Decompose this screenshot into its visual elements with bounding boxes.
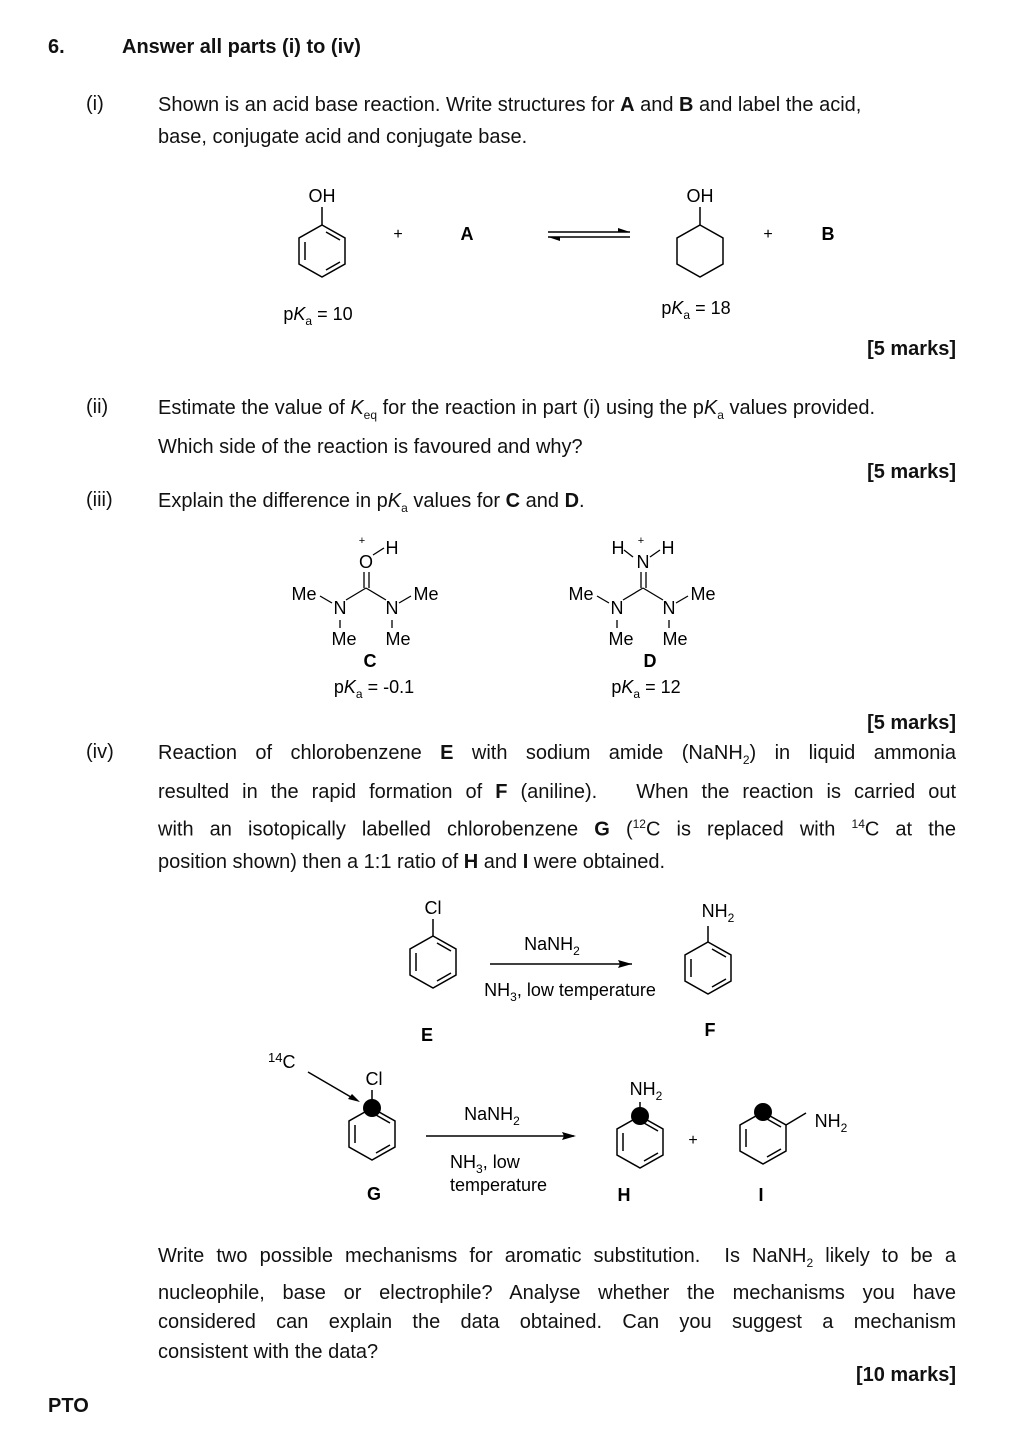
part-i-marks: [5 marks]: [867, 338, 956, 360]
label-f: F: [704, 1020, 716, 1040]
svg-text:Cl: Cl: [424, 898, 442, 918]
svg-text:NH2: $NH_2$: [701, 901, 735, 925]
svg-text:N: N: [385, 598, 399, 618]
part-iv-p2-line4: consistent with the data?: [158, 1340, 379, 1363]
label-i: I: [758, 1185, 764, 1205]
reagent-nanh2: NaNH$_2$: [524, 934, 580, 958]
cyclohexanol-structure: [677, 186, 723, 277]
part-iv-paragraph-1: [158, 737, 956, 878]
part-ii-text: [158, 392, 968, 463]
part-iv-p2-line2: nucleophile, base or electrophile? Analyse whether the mechanisms you have: [158, 1281, 956, 1304]
conditions-line1: $NH_3$, low: [450, 1152, 520, 1176]
part-iii-marks: [5 marks]: [867, 712, 956, 734]
part-ii-line1: Estimate the value of $K_{eq}$ for the reaction in part (i) using the $pK_a$ values provided.: [158, 397, 876, 422]
conditions-nh3-low-temp: $NH_3$, low temperature: [484, 980, 656, 1004]
reagent-nanh2: NaNH$_2$: [464, 1104, 520, 1128]
part-iv-p1-line4: position shown) then a 1:1 ratio of H and I were obtained.: [158, 850, 666, 873]
phenol-oh-label: OH: [308, 186, 336, 206]
question-heading: Answer all parts (i) to (iv): [122, 36, 361, 58]
svg-text:H: H: [611, 538, 625, 558]
svg-text:Me: Me: [385, 629, 411, 649]
svg-text:Me: Me: [331, 629, 357, 649]
label-g: G: [366, 1184, 382, 1204]
svg-text:+: +: [358, 535, 366, 547]
acid-base-scheme: [250, 175, 890, 335]
reagent-a-label: A: [460, 224, 474, 244]
compound-c-label: C: [363, 651, 377, 671]
part-i-line2: base, conjugate acid and conjugate base.: [158, 126, 528, 148]
equilibrium-arrow: [548, 228, 630, 241]
isotope-label: 14C: [268, 1050, 296, 1072]
labelled-carbon-dot: [363, 1099, 381, 1117]
cyclohexanol-oh-label: OH: [686, 186, 714, 206]
part-ii-line2: Which side of the reaction is favoured and why?: [158, 436, 583, 458]
labelled-carbon-dot: [754, 1103, 772, 1121]
label-h: H: [617, 1185, 631, 1205]
svg-text:+: +: [637, 535, 645, 547]
svg-text:NH2: $NH_2$: [814, 1111, 848, 1135]
phenol-structure: [299, 186, 345, 277]
pka-d: $pK_a = 12$: [611, 677, 681, 701]
svg-text:Cl: Cl: [365, 1069, 383, 1089]
svg-text:N: N: [636, 552, 650, 572]
svg-text:Me: Me: [568, 584, 594, 604]
svg-text:Me: Me: [690, 584, 716, 604]
svg-text:H: H: [661, 538, 675, 558]
svg-text:N: N: [333, 598, 347, 618]
part-iv-p1-line2: resulted in the rapid formation of F (aniline). When the reaction is carried out: [158, 781, 956, 803]
svg-text:N: N: [610, 598, 624, 618]
reaction-arrow: [490, 960, 632, 968]
compound-d-structure: [568, 535, 715, 701]
svg-text:N: N: [662, 598, 676, 618]
product-i-structure: [740, 1103, 848, 1205]
svg-text:Me: Me: [662, 629, 688, 649]
part-number-ii: (ii): [86, 396, 109, 418]
plus-sign: +: [688, 1132, 698, 1149]
compound-c-structure: [291, 535, 438, 701]
labelled-carbon-dot: [631, 1107, 649, 1125]
part-number-iv: (iv): [86, 741, 114, 763]
scheme-e-to-f: [380, 890, 780, 1050]
part-i-line1: Shown is an acid base reaction. Write structures for A and B and label the acid,: [158, 94, 862, 116]
label-arrow: [308, 1072, 360, 1102]
pka-cyclohexanol: $pK_a = 18$: [661, 298, 731, 322]
aniline-f-structure: [685, 901, 735, 1040]
pto-label: PTO: [48, 1395, 89, 1417]
labelled-chlorobenzene-g-structure: [349, 1069, 395, 1204]
part-i-text: [158, 89, 958, 153]
part-number-iii: (iii): [86, 489, 113, 511]
scheme-g-to-h-i: [260, 1040, 880, 1210]
label-e: E: [420, 1025, 434, 1045]
conditions-line2: temperature: [450, 1175, 548, 1195]
reaction-arrow: [426, 1132, 576, 1140]
part-iv-paragraph-2: [158, 1242, 956, 1367]
svg-text:Me: Me: [291, 584, 317, 604]
plus-sign: +: [393, 226, 403, 243]
pka-c: $pK_a = -0.1$: [333, 677, 415, 701]
part-number-i: (i): [86, 93, 104, 115]
part-iv-p2-line3: considered can explain the data obtained. Can you suggest a mechanism: [158, 1311, 956, 1333]
part-iv-p1-line1: Reaction of chlorobenzene E with sodium amide (NaNH$_2$) in liquid ammonia: [158, 742, 956, 767]
part-iv-p1-line3: with an isotopically labelled chlorobenzene G ($^{12}$C is replaced with $^{14}$C at the: [158, 817, 957, 841]
compounds-c-d-scheme: [270, 530, 730, 705]
svg-text:H: H: [385, 538, 399, 558]
svg-text:NH2: $NH_2$: [629, 1079, 663, 1103]
pka-phenol: $pK_a = 10$: [283, 304, 353, 328]
chlorobenzene-e-structure: [410, 898, 456, 1045]
part-iii-text: Explain the difference in $pK_a$ values for C and D.: [158, 490, 585, 515]
part-iv-marks: [10 marks]: [855, 1364, 956, 1386]
product-h-structure: [617, 1079, 663, 1205]
part-ii-marks: [5 marks]: [867, 461, 956, 483]
plus-sign: +: [763, 226, 773, 243]
part-iv-p2-line1: Write two possible mechanisms for aromatic substitution. Is NaNH$_2$ likely to be a: [158, 1245, 956, 1270]
svg-text:Me: Me: [413, 584, 439, 604]
svg-text:Me: Me: [608, 629, 634, 649]
question-number: 6.: [48, 36, 65, 58]
compound-d-label: D: [643, 651, 657, 671]
svg-text:O: O: [358, 552, 374, 572]
product-b-label: B: [821, 224, 835, 244]
